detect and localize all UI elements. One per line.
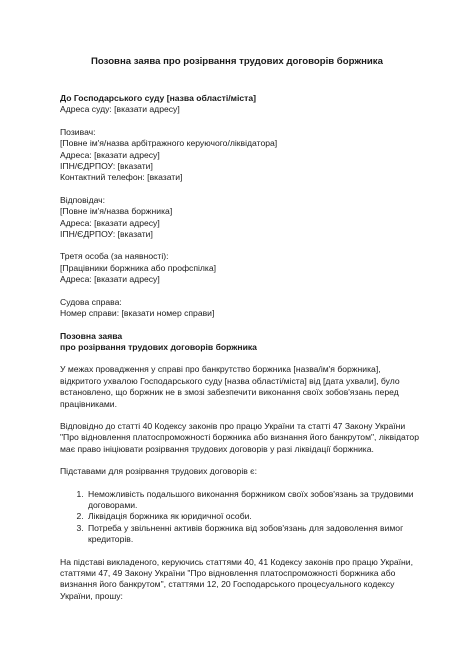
court-address: Адреса суду: [вказати адресу]	[60, 104, 180, 115]
plaintiff-block	[60, 127, 420, 184]
plaintiff-label: Позивач:	[60, 126, 96, 137]
case-number: Номер справи: [вказати номер справи]	[60, 308, 215, 319]
plaintiff-tax-id: ІПН/ЄДРПОУ: [вказати]	[60, 161, 153, 172]
claim-heading-line1: Позовна заява	[60, 330, 123, 341]
claim-heading	[60, 331, 420, 354]
paragraph-closing: На підставі викладеного, керуючись статтями 40, 41 Кодексу законів про працю України, статтями 47, 49 Закону України "Про відновлення платоспроможності боржника або визнання його банкрутом", статтями 12, 20 Господарського процесуального кодексу України, прошу:	[60, 556, 413, 601]
case-block	[60, 297, 420, 320]
court-heading: До Господарського суду [назва області/міста]	[60, 93, 256, 103]
third-party-label: Третя особа (за наявності):	[60, 251, 169, 262]
third-party-name: [Працівники боржника або профспілка]	[60, 262, 217, 273]
third-party-block	[60, 251, 420, 285]
third-party-address: Адреса: [вказати адресу]	[60, 274, 160, 285]
grounds-list	[60, 489, 420, 546]
court-block	[60, 93, 420, 116]
paragraph-legal-basis: Відповідно до статті 40 Кодексу законів про працю України та статті 47 Закону України "Про відновлення платоспроможності боржника або визнання його банкрутом", ліквідатор має право ініціювати розірвання трудових договорів у разі ліквідації боржника.	[60, 420, 419, 454]
defendant-name: [Повне ім'я/назва боржника]	[60, 206, 173, 217]
plaintiff-phone: Контактний телефон: [вказати]	[60, 172, 183, 183]
list-item: 1. Неможливість подальшого виконання боржником своїх зобов'язань за трудовими договорами.	[86, 489, 420, 512]
list-item: 3. Потреба у звільненні активів боржника від зобов'язань для задоволення вимог кредиторів.	[86, 523, 420, 546]
defendant-label: Відповідач:	[60, 194, 106, 205]
defendant-tax-id: ІПН/ЄДРПОУ: [вказати]	[60, 229, 153, 240]
list-item: 2. Ліквідація боржника як юридичної особи.	[86, 511, 420, 522]
defendant-address: Адреса: [вказати адресу]	[60, 217, 160, 228]
defendant-block	[60, 195, 420, 241]
document-title: Позовна заява про розірвання трудових договорів боржника	[91, 56, 383, 67]
claim-heading-line2: про розірвання трудових договорів боржника	[60, 341, 257, 352]
paragraph-grounds-intro: Підставами для розірвання трудових договорів є:	[60, 466, 257, 477]
plaintiff-address: Адреса: [вказати адресу]	[60, 149, 160, 160]
case-label: Судова справа:	[60, 296, 122, 307]
document-body	[60, 93, 420, 613]
plaintiff-name: [Повне ім'я/назва арбітражного керуючого/ліквідатора]	[60, 138, 278, 149]
paragraph-intro: У межах провадження у справі про банкрутство боржника [назва/ім'я боржника], відкритого ухвалою Господарського суду [назва області/міста] від [дата ухвали], було встановлено, що боржник не в змозі забезпечити виконання своїх зобов'язань перед працівниками.	[60, 364, 400, 409]
